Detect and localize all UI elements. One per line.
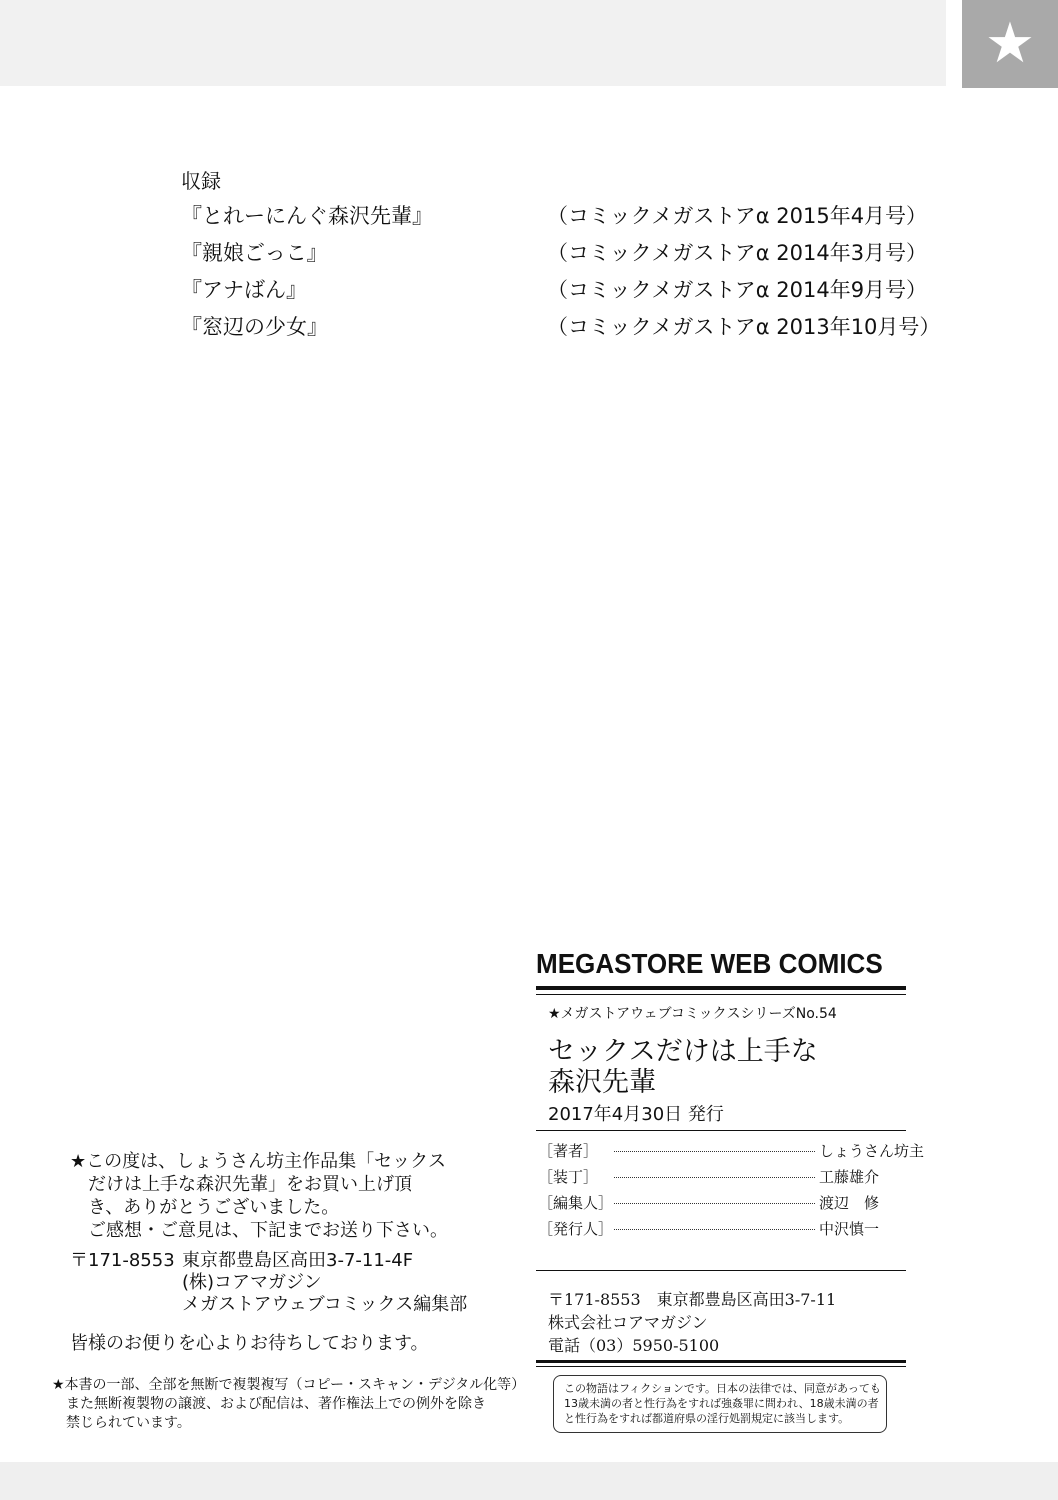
contents-item: [181, 311, 941, 348]
address-rule: [536, 1270, 906, 1271]
editor-address-block: [70, 1250, 467, 1316]
contents-item-title: 『窓辺の少女』: [181, 315, 328, 339]
brand-title: MEGASTORE WEB COMICS: [536, 948, 883, 979]
credit-name: しょうさん坊主: [819, 1142, 925, 1160]
greeting-message: 皆様のお便りを心よりお待ちしております。: [70, 1333, 429, 1354]
notice-line: 13歳未満の者と性行為をすれば強姦罪に問われ、18歳未満の者: [564, 1397, 879, 1410]
contents-item-title: 『とれーにんぐ森沢先輩』: [181, 204, 433, 228]
copyright-line: また無断複製物の譲渡、および配信は、著作権法上での例外を除き: [66, 1396, 486, 1412]
bottom-margin-bar: [0, 1462, 1058, 1500]
credit-name: 渡辺 修: [819, 1194, 880, 1212]
contents-item-title: 『親娘ごっこ』: [181, 241, 328, 265]
credit-role: ［装丁］: [538, 1168, 599, 1186]
dot-leader: [614, 1203, 815, 1204]
notice-line: この物語はフィクションです。日本の法律では、同意があっても: [564, 1382, 881, 1395]
book-title-line1: セックスだけは上手な: [548, 1036, 818, 1067]
thanks-message: [70, 1150, 448, 1242]
top-margin-bar: [0, 0, 946, 86]
brand-rule-thick: [536, 986, 906, 990]
thanks-line: き、ありがとうございました。: [88, 1197, 340, 1218]
notice-line: と性行為をすれば都道府県の淫行処罰規定に該当します。: [564, 1412, 850, 1425]
credit-name: 工藤雄介: [819, 1168, 880, 1186]
bottom-rule-thin: [536, 1366, 906, 1367]
credit-role: ［編集人］: [538, 1194, 614, 1212]
publication-date: 2017年4月30日 発行: [548, 1104, 724, 1125]
contents-item: [181, 200, 928, 237]
credit-row: [538, 1140, 925, 1166]
publisher-phone: 電話（03）5950-5100: [548, 1336, 720, 1355]
credit-role: ［著者］: [538, 1142, 599, 1160]
contents-item-source: （コミックメガストアα 2013年10月号）: [547, 315, 941, 339]
dot-leader: [614, 1177, 815, 1178]
contents-item-source: （コミックメガストアα 2014年9月号）: [547, 278, 928, 302]
thanks-line: だけは上手な森沢先輩」をお買い上げ頂: [88, 1174, 412, 1195]
dot-leader: [614, 1151, 815, 1152]
publisher-address-block: [548, 1288, 836, 1357]
copyright-notice: [52, 1376, 525, 1433]
corner-star-tab: [962, 0, 1058, 88]
bottom-rule-thick: [536, 1360, 906, 1363]
editor-address: 東京都豊島区高田3-7-11-4F: [182, 1250, 414, 1271]
thanks-line: ★この度は、しょうさん坊主作品集「セックス: [70, 1151, 446, 1172]
publisher-company: 株式会社コアマガジン: [548, 1313, 708, 1332]
contents-item: [181, 237, 928, 274]
copyright-line: 禁じられています。: [66, 1415, 191, 1431]
fiction-notice: [564, 1381, 881, 1426]
credit-name: 中沢慎一: [819, 1220, 880, 1238]
editor-department: メガストアウェブコミックス編集部: [182, 1294, 468, 1315]
star-icon: ★: [984, 11, 1036, 76]
credit-row: [538, 1218, 883, 1244]
credit-row: [538, 1192, 883, 1218]
contents-item-title: 『アナばん』: [181, 278, 307, 302]
credits-rule: [536, 1130, 906, 1131]
copyright-line: ★本書の一部、全部を無断で複製複写（コピー・スキャン・デジタル化等）: [52, 1377, 526, 1393]
credit-row: [538, 1166, 883, 1192]
dot-leader: [614, 1229, 815, 1230]
contents-list: [181, 200, 941, 348]
contents-heading: 収録: [181, 169, 221, 193]
contents-item-source: （コミックメガストアα 2015年4月号）: [547, 204, 928, 228]
fiction-notice-box: [553, 1375, 887, 1433]
publisher-address: 〒171-8553 東京都豊島区高田3-7-11: [548, 1290, 837, 1309]
editor-company: (株)コアマガジン: [182, 1272, 322, 1293]
credits-list: [538, 1140, 925, 1244]
series-label: ★メガストアウェブコミックスシリーズNo.54: [548, 1006, 837, 1022]
contents-item: [181, 274, 928, 311]
thanks-line: ご感想・ご意見は、下記までお送り下さい。: [88, 1220, 448, 1241]
credit-role: ［発行人］: [538, 1220, 614, 1238]
book-title: [548, 1036, 818, 1098]
editor-postal-code: 〒171-8553: [70, 1250, 175, 1271]
book-title-line2: 森沢先輩: [548, 1067, 656, 1098]
contents-item-source: （コミックメガストアα 2014年3月号）: [547, 241, 928, 265]
brand-rule-thin: [536, 994, 906, 995]
